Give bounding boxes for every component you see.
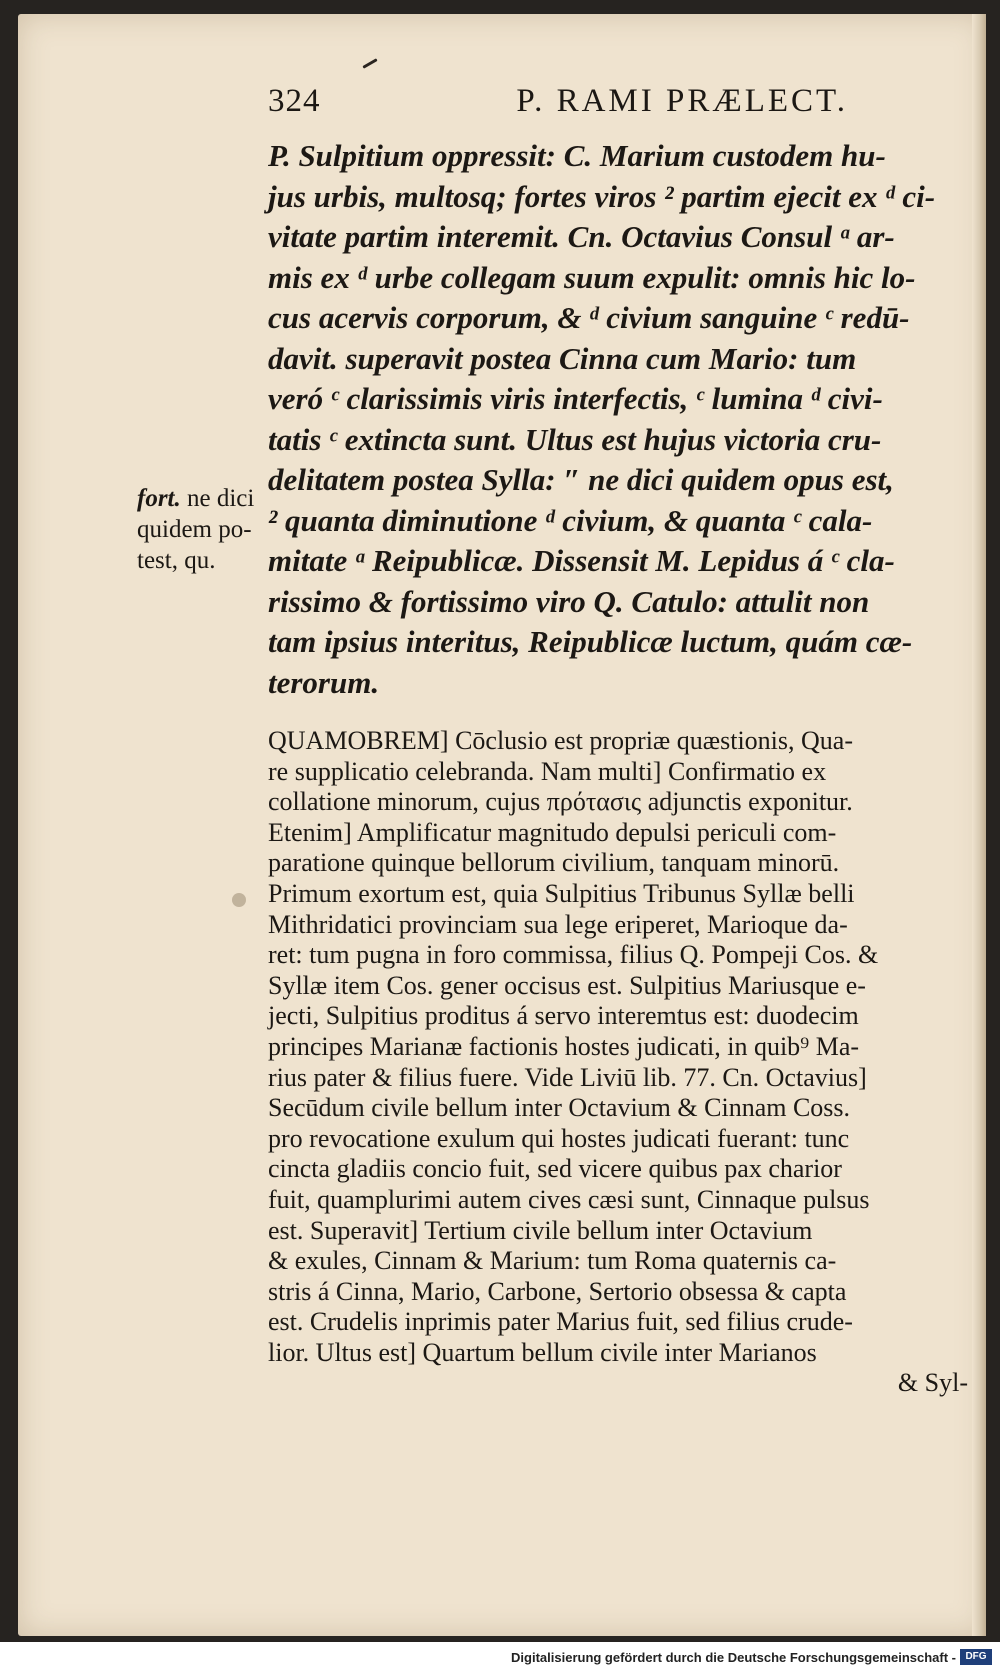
- page-number: 324: [268, 83, 321, 119]
- main-text-block: [268, 136, 968, 703]
- commentary-line: paratione quinque bellorum civilium, tanquam minorū.: [268, 848, 840, 878]
- commentary-line: Etenim] Amplificatur magnitudo depulsi periculi com-: [268, 817, 837, 847]
- margin-note-line: quidem po-: [137, 516, 252, 543]
- commentary-line: rius pater & filius fuere. Vide Liviū lib. 77. Cn. Octavius]: [268, 1062, 867, 1092]
- main-text-line: tatis ᶜ extincta sunt. Ultus est hujus victoria cru-: [268, 421, 882, 457]
- commentary-line: fuit, quamplurimi autem cives cæsi sunt, Cinnaque pulsus: [268, 1184, 870, 1214]
- main-text-line: vitate partim interemit. Cn. Octavius Consul ᵃ ar-: [268, 219, 895, 254]
- main-text-line: veró ᶜ clarissimis viris interfectis, ᶜ lumina ᵈ civi-: [268, 381, 883, 416]
- main-text-line: delitatem postea Sylla: ″ ne dici quidem opus est,: [268, 462, 894, 497]
- margin-note: [137, 483, 287, 576]
- commentary-line: cincta gladiis concio fuit, sed vicere quibus pax charior: [268, 1154, 842, 1184]
- main-text-line: mitate ᵃ Reipublicæ. Dissensit M. Lepidus á ᶜ cla-: [268, 543, 895, 578]
- page-edge: [972, 14, 986, 1636]
- main-text-line: rissimo & fortissimo viro Q. Catulo: attulit non: [268, 583, 870, 619]
- main-text-line: P. Sulpitium oppressit: C. Marium custodem hu-: [268, 138, 886, 173]
- commentary-line: QUAMOBREM] Cōclusio est propriæ quæstionis, Qua-: [268, 726, 853, 755]
- main-text-line: mis ex ᵈ urbe collegam suum expulit: omnis hic lo-: [268, 259, 916, 295]
- ink-smudge: [232, 893, 246, 907]
- commentary-line: jecti, Sulpitius proditus á servo interemtus est: duodecim: [268, 1001, 859, 1031]
- commentary-line: est. Superavit] Tertium civile bellum inter Octavium: [268, 1215, 813, 1245]
- margin-note-line: test, qu.: [137, 547, 216, 574]
- commentary-line: Syllæ item Cos. gener occisus est. Sulpitius Mariusque e-: [268, 970, 866, 1000]
- digitization-footer: [0, 1642, 1000, 1674]
- commentary-line: Primum exortum est, quia Sulpitius Tribunus Syllæ belli: [268, 878, 855, 908]
- margin-note-line: [137, 483, 287, 514]
- commentary-line: Mithridatici provinciam sua lege eriperet, Marioque da-: [268, 909, 848, 939]
- running-head: P. RAMI PRÆLECT.: [516, 83, 848, 119]
- dfg-logo: DFG: [960, 1649, 992, 1665]
- commentary-line: collatione minorum, cujus πρότασις adjunctis exponitur.: [268, 787, 853, 817]
- commentary-line: & exules, Cinnam & Marium: tum Roma quaternis ca-: [268, 1246, 837, 1276]
- main-text-line: tam ipsius interitus, Reipublicæ luctum, quám cæ-: [268, 624, 913, 659]
- main-text-line: cus acervis corporum, & ᵈ civium sanguine ᶜ redū-: [268, 300, 910, 335]
- commentary-line: pro revocatione exulum qui hostes judicati fuerant: tunc: [268, 1123, 850, 1153]
- margin-note-italic: fort.: [137, 485, 181, 512]
- commentary-line: lior. Ultus est] Quartum bellum civile inter Marianos: [268, 1337, 817, 1367]
- commentary-block: [268, 726, 968, 1399]
- main-text-line: davit. superavit postea Cinna cum Mario: tum: [268, 340, 857, 376]
- commentary-line: Secūdum civile bellum inter Octavium & Cinnam Coss.: [268, 1093, 851, 1123]
- page-header: [268, 75, 848, 125]
- main-text-line: jus urbis, multosq; fortes viros ² partim ejecit ex ᵈ ci-: [268, 178, 936, 214]
- main-text-line: ² quanta diminutione ᵈ civium, & quanta ᶜ cala-: [268, 502, 873, 538]
- commentary-line: stris á Cinna, Mario, Carbone, Sertorio obsessa & capta: [268, 1276, 847, 1306]
- commentary-line: ret: tum pugna in foro commissa, filius Q. Pompeji Cos. &: [268, 940, 879, 970]
- margin-note-text: ne dici: [180, 485, 255, 512]
- commentary-line: principes Marianæ factionis hostes judicati, in quib⁹ Ma-: [268, 1031, 860, 1061]
- commentary-line: re supplicatio celebranda. Nam multi] Confirmatio ex: [268, 756, 827, 786]
- main-text-line: terorum.: [268, 664, 380, 700]
- catchword: & Syl-: [897, 1368, 968, 1398]
- funding-notice: Digitalisierung gefördert durch die Deutsche Forschungsgemeinschaft -: [511, 1650, 956, 1665]
- commentary-line: est. Crudelis inprimis pater Marius fuit, sed filius crude-: [268, 1307, 853, 1337]
